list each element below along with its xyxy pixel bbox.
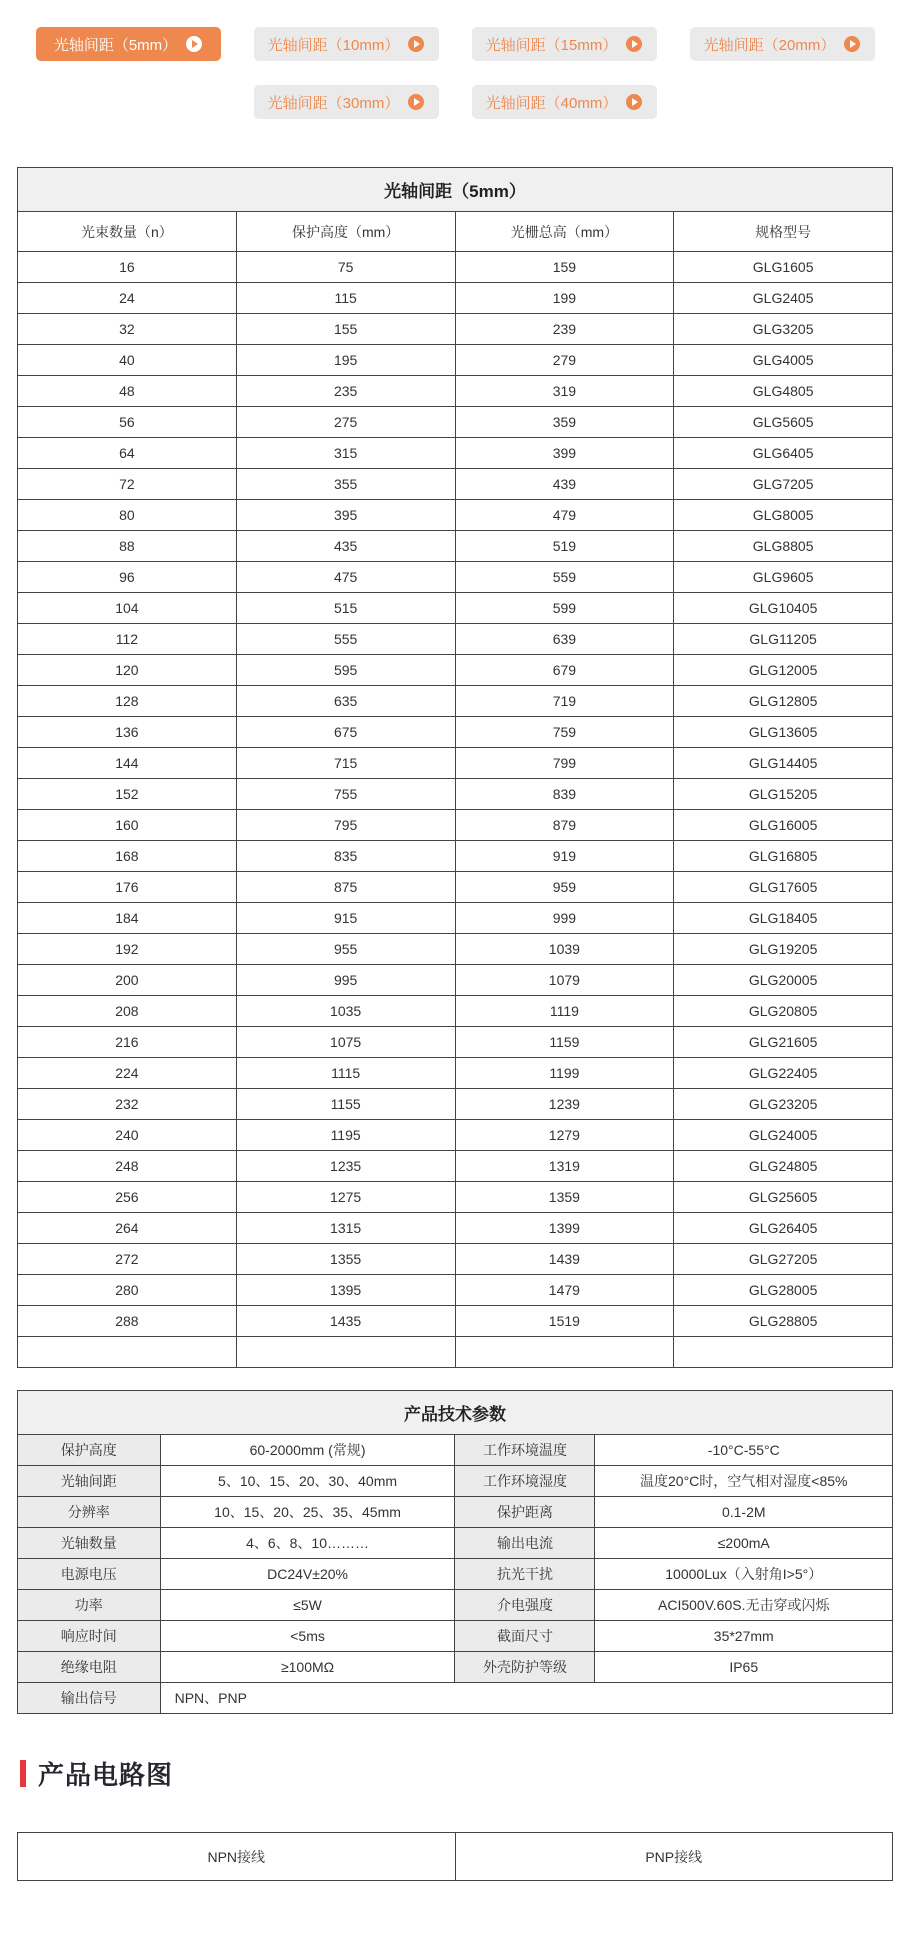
spacing-button-2[interactable] — [254, 27, 439, 61]
table-row — [18, 1151, 893, 1182]
play-circle-icon — [408, 94, 424, 110]
spacing-button-label: 光轴间距（40mm） — [485, 94, 618, 112]
table-cell — [674, 1337, 893, 1368]
table-row — [18, 779, 893, 810]
param-value: 60-2000mm (常规) — [160, 1435, 455, 1466]
table-cell: 115 — [236, 283, 455, 314]
table-cell: 232 — [18, 1089, 237, 1120]
param-row — [18, 1559, 893, 1590]
table-cell: 435 — [236, 531, 455, 562]
table-cell: 439 — [455, 469, 674, 500]
table-cell: 519 — [455, 531, 674, 562]
table-cell: 199 — [455, 283, 674, 314]
table-cell: 1035 — [236, 996, 455, 1027]
table-row — [18, 531, 893, 562]
param-label: 保护高度 — [18, 1435, 161, 1466]
table-cell: 959 — [455, 872, 674, 903]
table-row — [18, 1306, 893, 1337]
table-row — [18, 1089, 893, 1120]
table-cell: 176 — [18, 872, 237, 903]
table-cell: GLG18405 — [674, 903, 893, 934]
table-cell: GLG6405 — [674, 438, 893, 469]
param-row — [18, 1528, 893, 1559]
table-cell: 1395 — [236, 1275, 455, 1306]
npn-wiring-cell: NPN接线 — [18, 1833, 456, 1881]
table-cell: GLG28805 — [674, 1306, 893, 1337]
table-row — [18, 686, 893, 717]
table-cell: 879 — [455, 810, 674, 841]
table-cell: 235 — [236, 376, 455, 407]
table-cell: GLG17605 — [674, 872, 893, 903]
table-cell: 755 — [236, 779, 455, 810]
param-label: 外壳防护等级 — [455, 1652, 595, 1683]
table-cell: GLG24805 — [674, 1151, 893, 1182]
table-cell: 635 — [236, 686, 455, 717]
table-cell: 280 — [18, 1275, 237, 1306]
param-label: 保护距离 — [455, 1497, 595, 1528]
param-value: ≥100MΩ — [160, 1652, 455, 1683]
table-row — [18, 345, 893, 376]
param-label: 光轴间距 — [18, 1466, 161, 1497]
param-label: 介电强度 — [455, 1590, 595, 1621]
table-cell: 136 — [18, 717, 237, 748]
param-value: DC24V±20% — [160, 1559, 455, 1590]
table-cell: GLG12805 — [674, 686, 893, 717]
params-table-title: 产品技术参数 — [18, 1391, 893, 1435]
table-cell: 395 — [236, 500, 455, 531]
table-cell: GLG16005 — [674, 810, 893, 841]
table-cell: GLG21605 — [674, 1027, 893, 1058]
param-label: 电源电压 — [18, 1559, 161, 1590]
table-cell: GLG11205 — [674, 624, 893, 655]
spec-table-header-row — [18, 212, 893, 252]
table-cell: 160 — [18, 810, 237, 841]
table-cell: 48 — [18, 376, 237, 407]
param-value: NPN、PNP — [160, 1683, 892, 1714]
param-value: ≤5W — [160, 1590, 455, 1621]
spec-table-body — [18, 252, 893, 1368]
table-cell: 1519 — [455, 1306, 674, 1337]
table-cell: 1275 — [236, 1182, 455, 1213]
play-circle-icon — [844, 36, 860, 52]
table-cell: GLG12005 — [674, 655, 893, 686]
table-cell: 168 — [18, 841, 237, 872]
table-cell: 16 — [18, 252, 237, 283]
table-cell: 315 — [236, 438, 455, 469]
table-cell: 1235 — [236, 1151, 455, 1182]
play-circle-icon — [408, 36, 424, 52]
table-cell: GLG28005 — [674, 1275, 893, 1306]
table-cell: 275 — [236, 407, 455, 438]
table-row — [18, 283, 893, 314]
table-cell: GLG20005 — [674, 965, 893, 996]
table-cell: 104 — [18, 593, 237, 624]
table-cell: 795 — [236, 810, 455, 841]
param-label: 抗光干扰 — [455, 1559, 595, 1590]
spacing-button-label: 光轴间距（5mm） — [53, 36, 178, 54]
table-row — [18, 841, 893, 872]
table-cell: GLG25605 — [674, 1182, 893, 1213]
param-label: 输出信号 — [18, 1683, 161, 1714]
table-cell: 1279 — [455, 1120, 674, 1151]
table-row — [18, 469, 893, 500]
table-cell: GLG20805 — [674, 996, 893, 1027]
table-cell: 915 — [236, 903, 455, 934]
table-cell: GLG23205 — [674, 1089, 893, 1120]
table-cell: 999 — [455, 903, 674, 934]
table-cell: 1479 — [455, 1275, 674, 1306]
table-cell: GLG1605 — [674, 252, 893, 283]
table-cell: 595 — [236, 655, 455, 686]
table-cell: 200 — [18, 965, 237, 996]
spacing-nav — [0, 0, 910, 119]
table-row — [18, 1244, 893, 1275]
table-cell: 128 — [18, 686, 237, 717]
table-row — [18, 748, 893, 779]
table-cell: 955 — [236, 934, 455, 965]
table-cell: 1239 — [455, 1089, 674, 1120]
table-cell: 152 — [18, 779, 237, 810]
column-header: 规格型号 — [674, 212, 893, 252]
table-row — [18, 314, 893, 345]
table-cell: 1039 — [455, 934, 674, 965]
table-cell: 479 — [455, 500, 674, 531]
table-cell: 1079 — [455, 965, 674, 996]
table-cell: GLG15205 — [674, 779, 893, 810]
param-row — [18, 1621, 893, 1652]
table-cell: GLG24005 — [674, 1120, 893, 1151]
table-row — [18, 1275, 893, 1306]
table-cell: 1315 — [236, 1213, 455, 1244]
param-value: 温度20°C时，空气相对湿度<85% — [595, 1466, 893, 1497]
circuit-section-title: 产品电路图 — [38, 1759, 174, 1790]
param-label: 工作环境温度 — [455, 1435, 595, 1466]
table-cell: 799 — [455, 748, 674, 779]
table-row — [18, 872, 893, 903]
param-value: 35*27mm — [595, 1621, 893, 1652]
param-label: 光轴数量 — [18, 1528, 161, 1559]
table-cell: 1359 — [455, 1182, 674, 1213]
param-label: 输出电流 — [455, 1528, 595, 1559]
param-label: 截面尺寸 — [455, 1621, 595, 1652]
table-cell: 1435 — [236, 1306, 455, 1337]
play-circle-icon — [626, 36, 642, 52]
table-cell: 1119 — [455, 996, 674, 1027]
table-cell: 224 — [18, 1058, 237, 1089]
table-cell: GLG2405 — [674, 283, 893, 314]
param-label: 绝缘电阻 — [18, 1652, 161, 1683]
spacing-button-label: 光轴间距（20mm） — [703, 36, 836, 54]
table-cell: GLG4005 — [674, 345, 893, 376]
table-cell: 1399 — [455, 1213, 674, 1244]
table-cell: 359 — [455, 407, 674, 438]
table-cell: 75 — [236, 252, 455, 283]
table-cell: GLG27205 — [674, 1244, 893, 1275]
table-cell: 759 — [455, 717, 674, 748]
table-cell: 835 — [236, 841, 455, 872]
circuit-table-row — [18, 1833, 893, 1881]
spec-table-title: 光轴间距（5mm） — [18, 168, 893, 212]
table-cell: 155 — [236, 314, 455, 345]
table-cell: 675 — [236, 717, 455, 748]
table-cell: 839 — [455, 779, 674, 810]
table-cell: 279 — [455, 345, 674, 376]
table-cell: GLG3205 — [674, 314, 893, 345]
param-value: 4、6、8、10……… — [160, 1528, 455, 1559]
table-cell: 80 — [18, 500, 237, 531]
table-cell: 559 — [455, 562, 674, 593]
table-row — [18, 252, 893, 283]
param-value: ≤200mA — [595, 1528, 893, 1559]
table-row — [18, 376, 893, 407]
table-cell: GLG10405 — [674, 593, 893, 624]
table-row — [18, 438, 893, 469]
table-row — [18, 562, 893, 593]
param-value: <5ms — [160, 1621, 455, 1652]
table-cell: GLG9605 — [674, 562, 893, 593]
table-cell: 184 — [18, 903, 237, 934]
table-cell: 1319 — [455, 1151, 674, 1182]
param-row — [18, 1435, 893, 1466]
params-table-title-row — [18, 1391, 893, 1435]
table-row — [18, 593, 893, 624]
table-cell: 88 — [18, 531, 237, 562]
table-row — [18, 810, 893, 841]
param-label: 功率 — [18, 1590, 161, 1621]
param-value: 5、10、15、20、30、40mm — [160, 1466, 455, 1497]
table-cell: 639 — [455, 624, 674, 655]
spacing-button-1[interactable] — [36, 27, 221, 61]
param-label: 工作环境湿度 — [455, 1466, 595, 1497]
table-cell: 715 — [236, 748, 455, 779]
spacing-button-label: 光轴间距（15mm） — [485, 36, 618, 54]
table-cell: 32 — [18, 314, 237, 345]
table-cell: 56 — [18, 407, 237, 438]
table-cell: 24 — [18, 283, 237, 314]
circuit-section-heading — [20, 1758, 910, 1788]
spacing-button-label: 光轴间距（10mm） — [267, 36, 400, 54]
table-cell: 875 — [236, 872, 455, 903]
table-cell — [18, 1337, 237, 1368]
spacing-button-3[interactable] — [472, 27, 657, 61]
table-cell: 159 — [455, 252, 674, 283]
table-cell: 272 — [18, 1244, 237, 1275]
table-cell: 1355 — [236, 1244, 455, 1275]
table-cell: 1199 — [455, 1058, 674, 1089]
table-cell: 192 — [18, 934, 237, 965]
table-cell: GLG13605 — [674, 717, 893, 748]
table-cell: 515 — [236, 593, 455, 624]
param-row — [18, 1652, 893, 1683]
table-cell: 355 — [236, 469, 455, 500]
pnp-wiring-cell: PNP接线 — [455, 1833, 893, 1881]
table-cell: 216 — [18, 1027, 237, 1058]
params-table — [17, 1390, 893, 1714]
table-cell: GLG14405 — [674, 748, 893, 779]
table-cell: 40 — [18, 345, 237, 376]
param-value: 10、15、20、25、35、45mm — [160, 1497, 455, 1528]
param-label: 响应时间 — [18, 1621, 161, 1652]
param-value: 10000Lux（入射角I>5°） — [595, 1559, 893, 1590]
table-cell: 96 — [18, 562, 237, 593]
table-row — [18, 965, 893, 996]
table-row — [18, 996, 893, 1027]
param-value: IP65 — [595, 1652, 893, 1683]
table-row — [18, 655, 893, 686]
spacing-button-5[interactable] — [254, 85, 439, 119]
play-circle-icon — [186, 36, 202, 52]
table-cell — [236, 1337, 455, 1368]
heading-accent-bar — [20, 1760, 26, 1787]
table-cell: 1115 — [236, 1058, 455, 1089]
table-cell: GLG16805 — [674, 841, 893, 872]
table-cell: GLG7205 — [674, 469, 893, 500]
table-cell: 195 — [236, 345, 455, 376]
table-row — [18, 1337, 893, 1368]
table-cell: 919 — [455, 841, 674, 872]
param-row — [18, 1683, 893, 1714]
table-row — [18, 1027, 893, 1058]
param-row — [18, 1590, 893, 1621]
table-row — [18, 903, 893, 934]
params-table-body — [18, 1435, 893, 1714]
table-cell: 144 — [18, 748, 237, 779]
table-cell: 120 — [18, 655, 237, 686]
table-row — [18, 1182, 893, 1213]
table-cell: 599 — [455, 593, 674, 624]
table-cell: GLG19205 — [674, 934, 893, 965]
table-cell: GLG8005 — [674, 500, 893, 531]
param-value: -10°C-55°C — [595, 1435, 893, 1466]
table-cell: 112 — [18, 624, 237, 655]
table-cell: GLG26405 — [674, 1213, 893, 1244]
table-cell: 256 — [18, 1182, 237, 1213]
table-cell: GLG22405 — [674, 1058, 893, 1089]
table-cell: 475 — [236, 562, 455, 593]
table-cell: 719 — [455, 686, 674, 717]
table-cell: GLG5605 — [674, 407, 893, 438]
spacing-button-6[interactable] — [472, 85, 657, 119]
table-cell: 264 — [18, 1213, 237, 1244]
param-value: 0.1-2M — [595, 1497, 893, 1528]
param-value: ACI500V.60S.无击穿或闪烁 — [595, 1590, 893, 1621]
table-cell: 1195 — [236, 1120, 455, 1151]
table-cell: 1155 — [236, 1089, 455, 1120]
column-header: 光束数量（n） — [18, 212, 237, 252]
table-row — [18, 1058, 893, 1089]
column-header: 保护高度（mm） — [236, 212, 455, 252]
table-cell: GLG4805 — [674, 376, 893, 407]
play-circle-icon — [626, 94, 642, 110]
column-header: 光栅总高（mm） — [455, 212, 674, 252]
table-cell: GLG8805 — [674, 531, 893, 562]
table-cell: 208 — [18, 996, 237, 1027]
table-cell: 248 — [18, 1151, 237, 1182]
table-cell: 1159 — [455, 1027, 674, 1058]
table-cell: 1439 — [455, 1244, 674, 1275]
table-cell: 64 — [18, 438, 237, 469]
table-cell — [455, 1337, 674, 1368]
table-cell: 239 — [455, 314, 674, 345]
circuit-table — [17, 1832, 893, 1881]
table-cell: 288 — [18, 1306, 237, 1337]
table-row — [18, 407, 893, 438]
param-row — [18, 1497, 893, 1528]
table-cell: 319 — [455, 376, 674, 407]
table-cell: 1075 — [236, 1027, 455, 1058]
spec-table-title-row — [18, 168, 893, 212]
table-cell: 399 — [455, 438, 674, 469]
table-cell: 995 — [236, 965, 455, 996]
table-cell: 72 — [18, 469, 237, 500]
param-row — [18, 1466, 893, 1497]
table-row — [18, 1213, 893, 1244]
spacing-button-4[interactable] — [690, 27, 875, 61]
table-cell: 679 — [455, 655, 674, 686]
table-row — [18, 717, 893, 748]
table-row — [18, 1120, 893, 1151]
spec-table — [17, 167, 893, 1368]
table-row — [18, 624, 893, 655]
table-cell: 555 — [236, 624, 455, 655]
table-row — [18, 934, 893, 965]
table-row — [18, 500, 893, 531]
spacing-button-label: 光轴间距（30mm） — [267, 94, 400, 112]
table-cell: 240 — [18, 1120, 237, 1151]
param-label: 分辨率 — [18, 1497, 161, 1528]
